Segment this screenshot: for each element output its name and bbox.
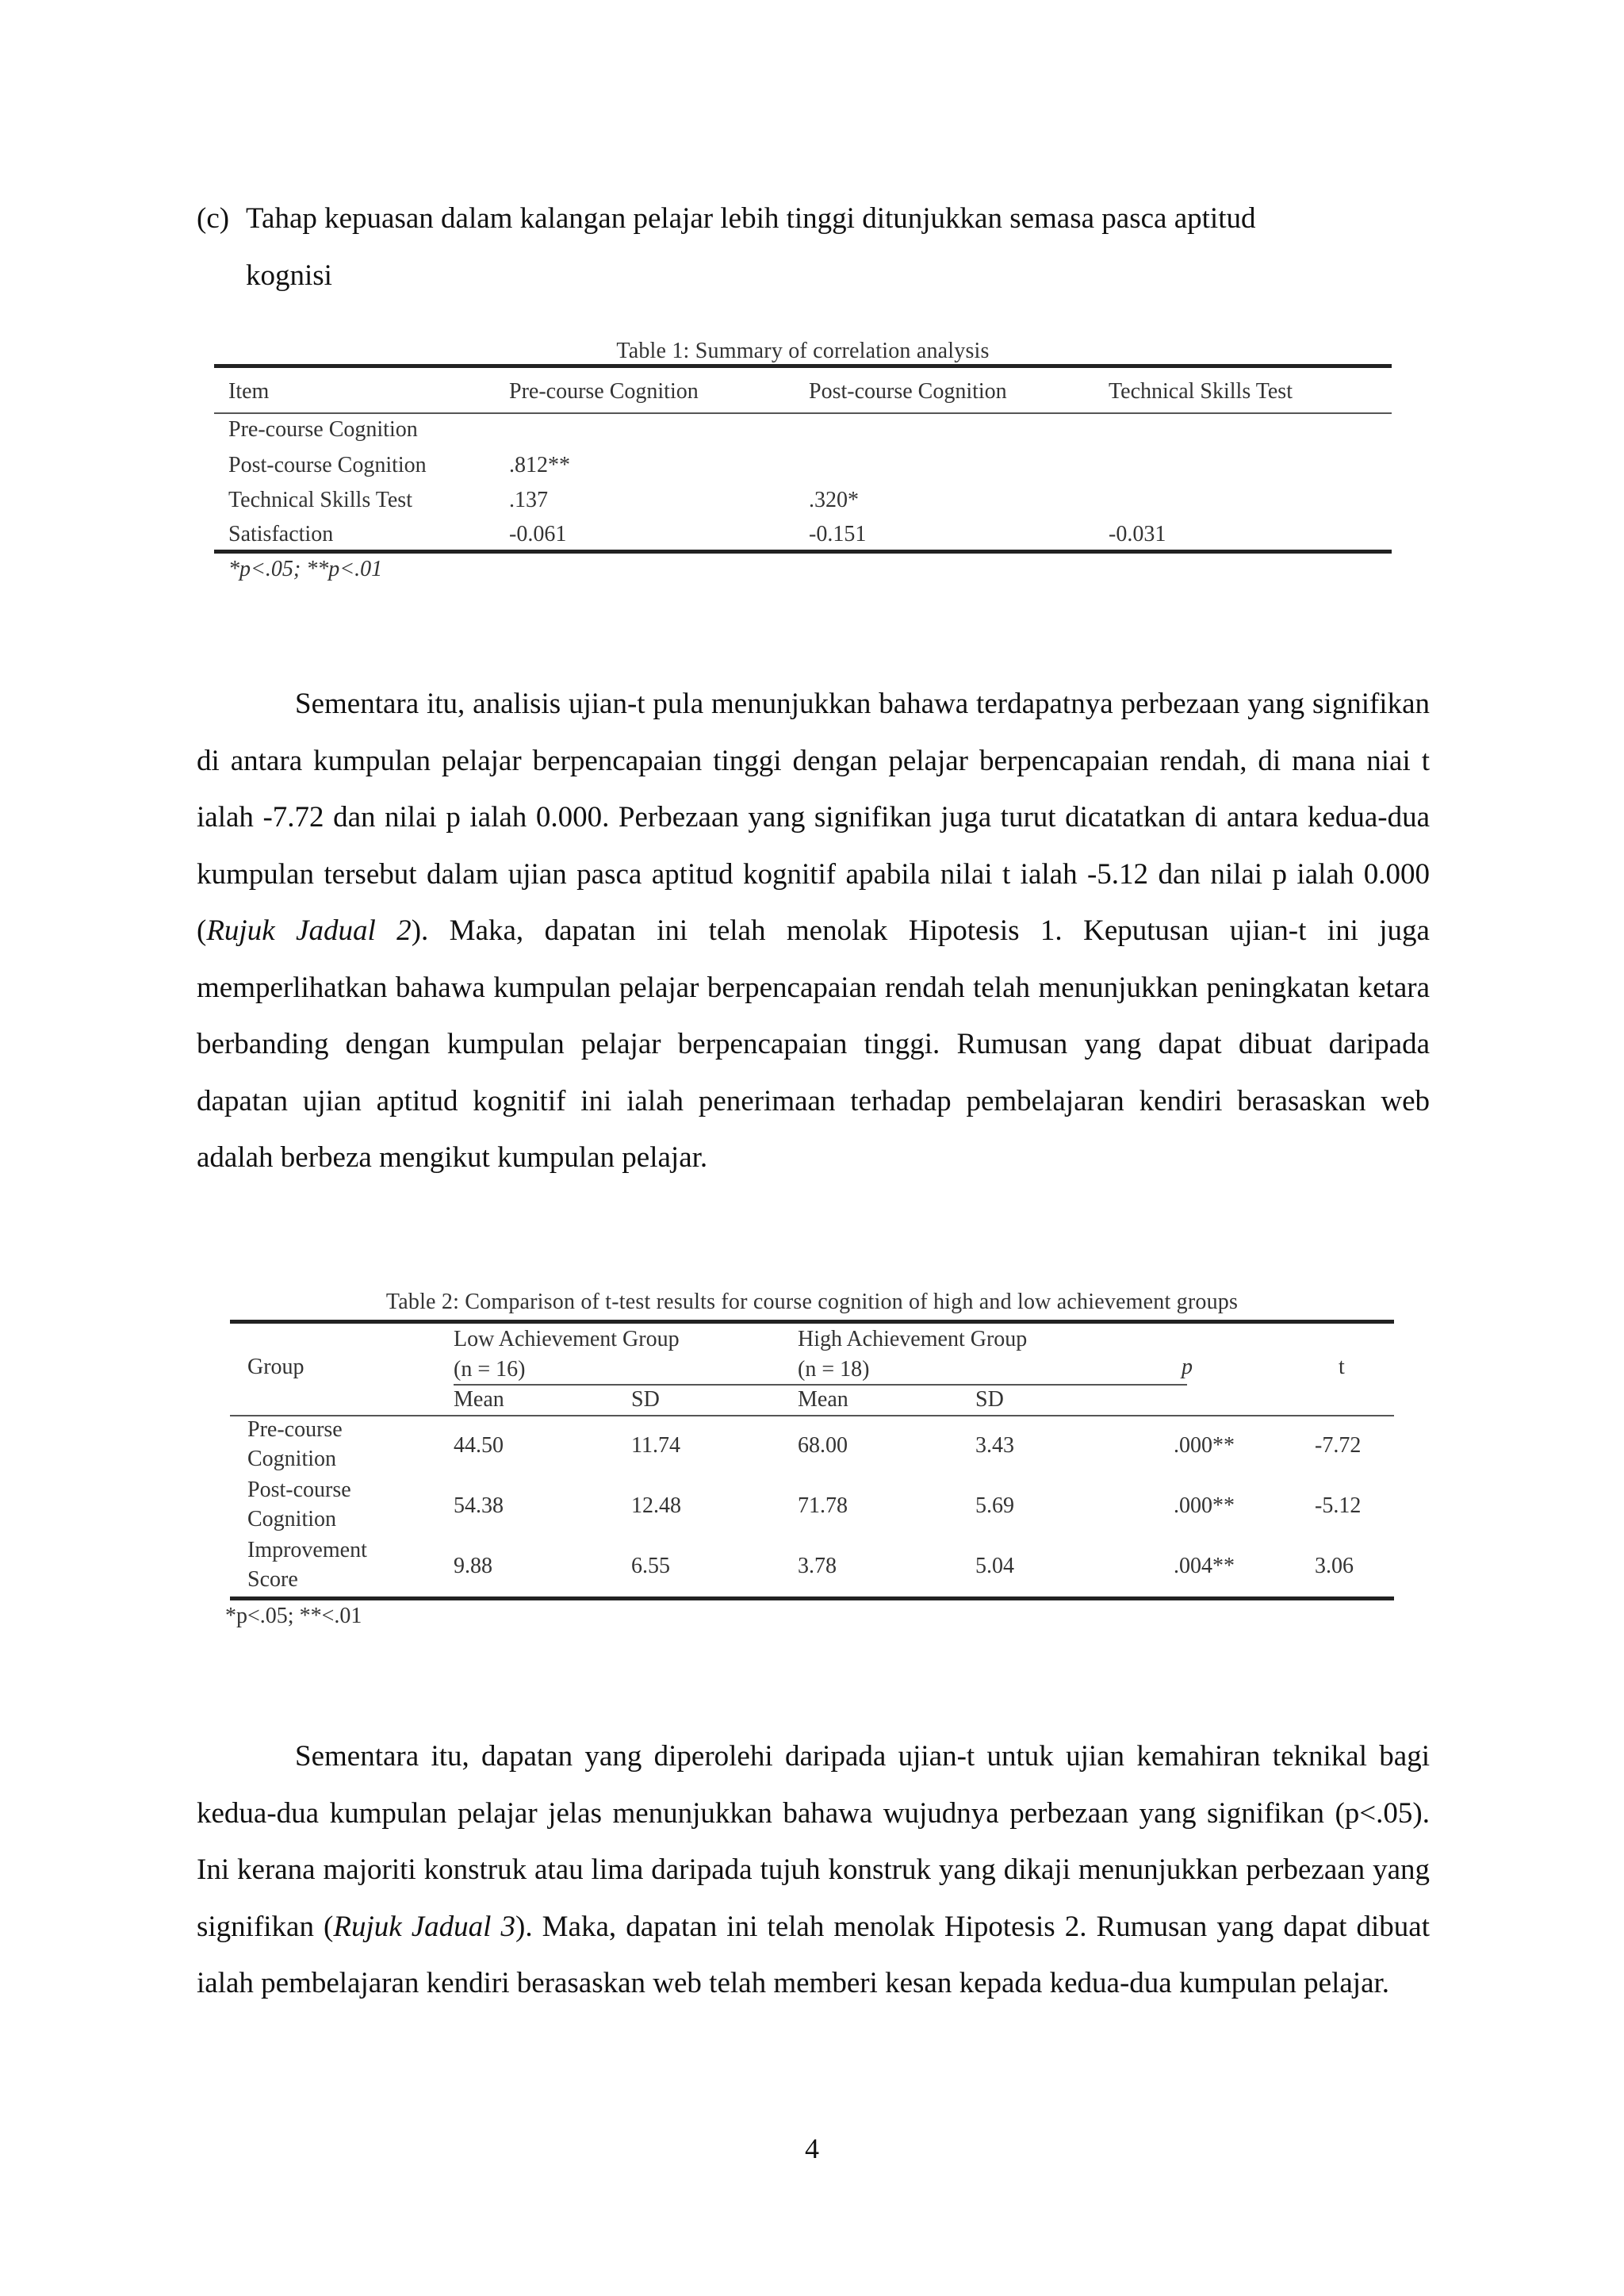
paragraph-1-reference: Rujuk Jadual 2 xyxy=(206,914,412,947)
table-2-cell: 9.88 xyxy=(454,1554,492,1578)
table-2-cell: 68.00 xyxy=(798,1433,848,1458)
table-1-bottom-rule xyxy=(214,550,1392,554)
table-1-footnote: *p<.05; **p<.01 xyxy=(228,557,383,581)
table-1-header-pre: Pre-course Cognition xyxy=(509,379,699,404)
table-1-row-label: Pre-course Cognition xyxy=(228,417,418,442)
table-2-subheader: SD xyxy=(631,1387,660,1412)
table-2-header-low-n: (n = 16) xyxy=(454,1357,526,1382)
table-2-row-label: Score xyxy=(247,1567,298,1592)
table-2 xyxy=(225,1286,1394,1635)
table-2-header-low-group: Low Achievement Group xyxy=(454,1327,680,1351)
table-2-cell: 54.38 xyxy=(454,1493,504,1518)
table-2-cell: 44.50 xyxy=(454,1433,504,1458)
table-1-header-rule xyxy=(214,412,1392,414)
table-2-subheader: Mean xyxy=(454,1387,504,1412)
paragraph-2-text-a: Sementara itu, dapatan yang diperolehi daripada ujian-t untuk ujian kemahiran teknikal bagi kedua-dua kumpulan pelajar jelas menunjukkan bahawa wujudnya perbezaan yang signifikan (p<.05). Ini kerana majoriti konstruk atau lima daripada tujuh konstruk yang dikaji menunjukkan perbezaan yang signifikan ( xyxy=(197,1740,1430,1943)
table-2-cell: 71.78 xyxy=(798,1493,848,1518)
table-2-top-rule xyxy=(230,1320,1394,1324)
table-2-cell: 11.74 xyxy=(631,1433,680,1458)
table-1-row-label: Technical Skills Test xyxy=(228,488,412,512)
paragraph-2-text-b: ). Maka, dapatan ini telah menolak Hipotesis 2. Rumusan yang dapat dibuat ialah pembelajaran kendiri berasaskan web telah memberi kesan kepada kedua-dua kumpulan pelajar. xyxy=(197,1910,1430,1999)
table-2-cell: 5.69 xyxy=(975,1493,1014,1518)
table-1 xyxy=(214,337,1392,591)
table-1-header-item: Item xyxy=(228,379,270,404)
table-2-header-high-group: High Achievement Group xyxy=(798,1327,1028,1351)
table-2-cell: .000** xyxy=(1174,1493,1235,1518)
table-2-row-label: Cognition xyxy=(247,1507,337,1531)
table-2-cell: .000** xyxy=(1174,1433,1235,1458)
list-item-c xyxy=(197,190,1430,305)
table-1-header-tech: Technical Skills Test xyxy=(1109,379,1293,404)
table-2-header-rule xyxy=(230,1415,1394,1416)
list-marker: (c) xyxy=(197,202,230,235)
table-2-group-rule xyxy=(454,1384,1187,1386)
table-2-footnote: *p<.05; **<.01 xyxy=(225,1604,362,1628)
table-2-cell: 3.06 xyxy=(1315,1554,1354,1578)
table-2-cell: 6.55 xyxy=(631,1554,670,1578)
table-2-header-t: t xyxy=(1339,1355,1345,1379)
list-item-text-line1: Tahap kepuasan dalam kalangan pelajar lebih tinggi ditunjukkan semasa pasca aptitud xyxy=(246,202,1256,235)
table-2-subheader: SD xyxy=(975,1387,1004,1412)
table-2-header-high-n: (n = 18) xyxy=(798,1357,870,1382)
table-1-top-rule xyxy=(214,364,1392,368)
paragraph-2 xyxy=(197,1728,1430,2012)
table-1-cell: -0.031 xyxy=(1109,522,1166,546)
table-2-title: Table 2: Comparison of t-test results for course cognition of high and low achievement groups xyxy=(385,1290,1239,1314)
table-2-subheader: Mean xyxy=(798,1387,848,1412)
table-1-cell: .320* xyxy=(809,488,859,512)
table-2-cell: 12.48 xyxy=(631,1493,681,1518)
table-2-row-label: Post-course xyxy=(247,1478,351,1502)
table-2-cell: -7.72 xyxy=(1315,1433,1362,1458)
table-2-bottom-rule xyxy=(230,1596,1394,1600)
paragraph-1-text-a: Sementara itu, analisis ujian-t pula menunjukkan bahawa terdapatnya perbezaan yang signifikan di antara kumpulan pelajar berpencapaian tinggi dengan pelajar berpencapaian rendah, di mana niai t ialah -7.72 dan nilai p ialah 0.000. Perbezaan yang signifikan juga turut dicatatkan di antara kedua-dua kumpulan tersebut dalam ujian pasca aptitud kognitif apabila nilai t ialah -5.12 dan nilai p ialah 0.000 ( xyxy=(197,688,1430,947)
table-2-header-group: Group xyxy=(247,1355,304,1379)
paragraph-2-reference: Rujuk Jadual 3 xyxy=(333,1910,516,1943)
table-1-cell: -0.061 xyxy=(509,522,567,546)
table-2-header-p: p xyxy=(1182,1355,1193,1379)
table-1-cell: -0.151 xyxy=(809,522,867,546)
table-2-row-label: Improvement xyxy=(247,1538,367,1562)
table-1-header-post: Post-course Cognition xyxy=(809,379,1007,404)
paragraph-1 xyxy=(197,676,1430,1186)
table-2-row-label: Pre-course xyxy=(247,1417,343,1442)
table-1-cell: .137 xyxy=(509,488,548,512)
table-1-cell: .812** xyxy=(509,453,570,477)
table-2-cell: 3.78 xyxy=(798,1554,837,1578)
page-number: 4 xyxy=(805,2133,819,2164)
table-2-cell: 5.04 xyxy=(975,1554,1014,1578)
table-2-cell: 3.43 xyxy=(975,1433,1014,1458)
table-1-title: Table 1: Summary of correlation analysis xyxy=(616,339,990,363)
table-1-row-label: Satisfaction xyxy=(228,522,334,546)
table-2-cell: .004** xyxy=(1174,1554,1235,1578)
table-1-row-label: Post-course Cognition xyxy=(228,453,427,477)
table-2-row-label: Cognition xyxy=(247,1447,337,1471)
table-2-cell: -5.12 xyxy=(1315,1493,1362,1518)
paragraph-1-text-b: ). Maka, dapatan ini telah menolak Hipotesis 1. Keputusan ujian-t ini juga memperlihatkan bahawa kumpulan pelajar berpencapaian rendah telah menunjukkan peningkatan ketara berbanding dengan kumpulan pelajar berpencapaian tinggi. Rumusan yang dapat dibuat daripada dapatan ujian aptitud kognitif ini ialah penerimaan terhadap pembelajaran kendiri berasaskan web adalah berbeza mengikut kumpulan pelajar. xyxy=(197,914,1430,1174)
list-item-text-line2: kognisi xyxy=(246,259,332,292)
